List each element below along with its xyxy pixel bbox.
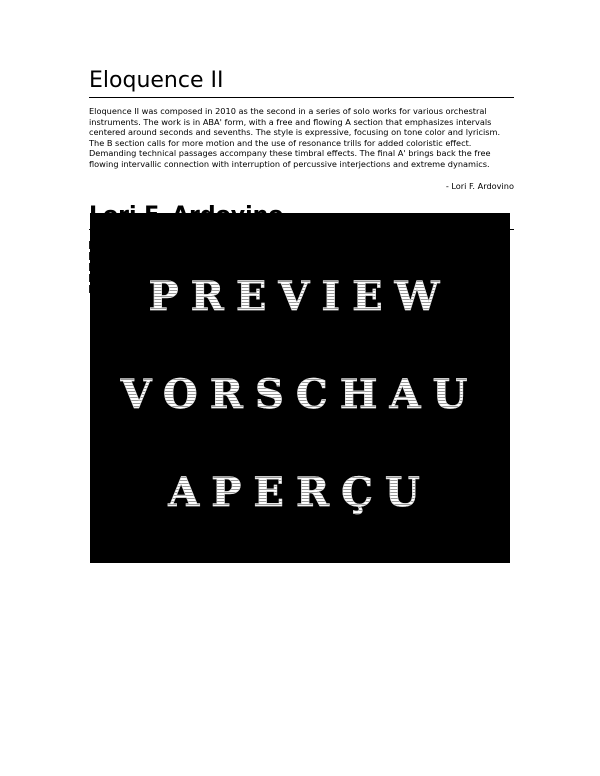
watermark-apercu: APERÇU [90,469,510,516]
preview-watermark-overlay [90,213,510,563]
author-signature: - Lori F. Ardovino [445,181,514,191]
watermark-preview: PREVIEW [90,273,510,320]
work-description: Eloquence II was composed in 2010 as the second in a series of solo works for various orchestral instruments. The work is in ABA' form, with a free and flowing A section that emphasizes intervals centered around seconds and sevenths. The style is expressive, focusing on tone color and lyricism. The B section calls for more motion and the use of resonance trills for added coloristic effect. Demanding technical passages accompany these timbral effects. The final A' brings back the free flowing intervallic connection with interruption of percussive interjections and extreme dynamics. [89,106,501,169]
watermark-vorschau: VORSCHAU [90,371,510,418]
page-title: Eloquence II [89,66,514,98]
